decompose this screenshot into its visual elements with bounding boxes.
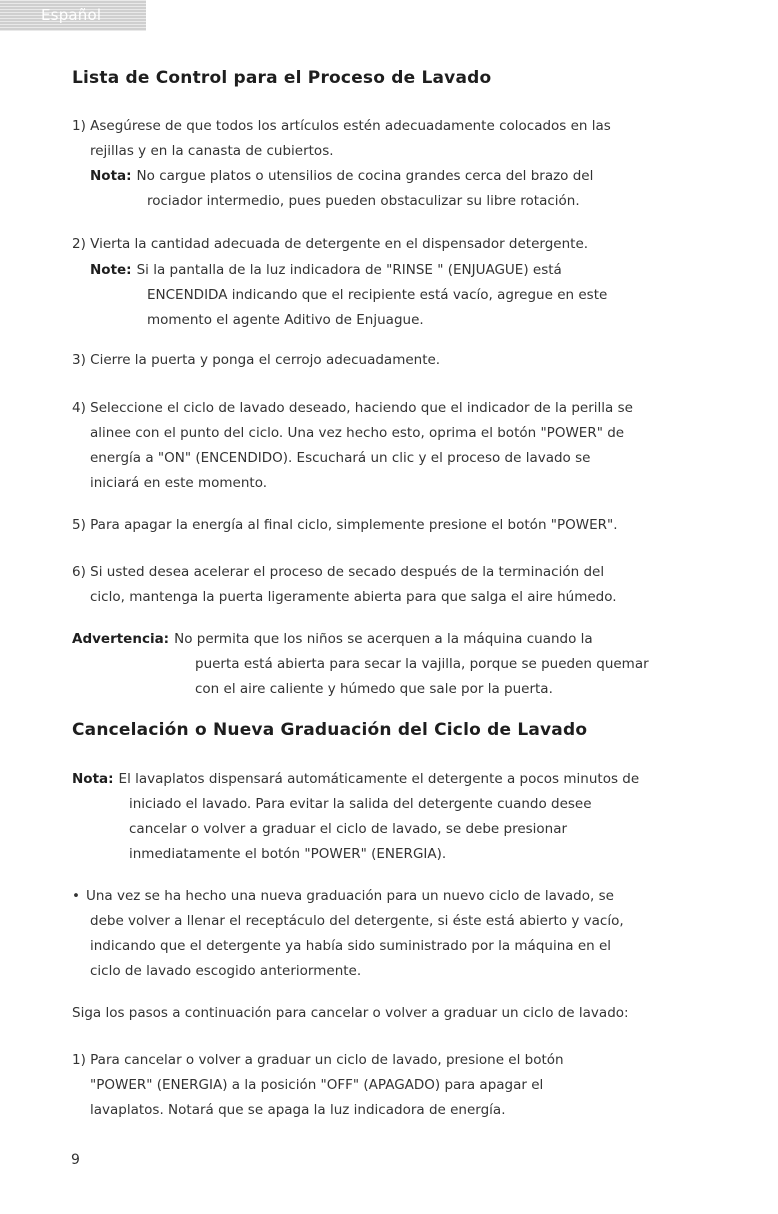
step-5 [72, 513, 752, 538]
cancel-intro-text: Siga los pasos a continuación para cancelar o volver a graduar un ciclo de lavado: [72, 1005, 629, 1021]
bullet-line-1: Una vez se ha hecho una nueva graduación para un nuevo ciclo de lavado, se [85, 888, 614, 904]
step-2-line-1: 2) Vierta la cantidad adecuada de detergente en el dispensador detergente. [72, 236, 589, 252]
warning-line-2: puerta está abierta para secar la vajilla, porque se pueden quemar [195, 656, 649, 672]
warning-line-1: No permita que los niños se acerquen a la máquina cuando la [174, 631, 593, 647]
step-1-line-2: rejillas y en la canasta de cubiertos. [90, 143, 334, 159]
step-4 [72, 396, 752, 496]
step-3 [72, 348, 752, 373]
note-2-line-1: Si la pantalla de la luz indicadora de "RINSE " (ENJUAGUE) está [136, 262, 562, 278]
step-6 [72, 560, 752, 610]
page-number: 9 [71, 1152, 80, 1168]
note-2-line-2: ENCENDIDA indicando que el recipiente está vacío, agregue en este [147, 287, 608, 303]
note-3-label: Nota: [72, 771, 114, 787]
step-4-line-3: energía a "ON" (ENCENDIDO). Escuchará un clic y el proceso de lavado se [90, 450, 591, 466]
bullet-item [72, 884, 752, 984]
step-3-line-1: 3) Cierre la puerta y ponga el cerrojo adecuadamente. [72, 352, 441, 368]
note-2-label: Note: [90, 262, 132, 278]
cancel-step-1-line-2: "POWER" (ENERGIA) a la posición "OFF" (APAGADO) para apagar el [90, 1077, 544, 1093]
step-6-line-2: ciclo, mantenga la puerta ligeramente abierta para que salga el aire húmedo. [90, 589, 617, 605]
cancel-step-1 [72, 1048, 752, 1123]
warning [72, 627, 762, 702]
note-1-label: Nota: [90, 168, 132, 184]
cancel-step-1-line-3: lavaplatos. Notará que se apaga la luz indicadora de energía. [90, 1102, 506, 1118]
warning-label: Advertencia: [72, 631, 170, 647]
bullet-line-4: ciclo de lavado escogido anteriormente. [90, 963, 362, 979]
section-title-cancel: Cancelación o Nueva Graduación del Ciclo de Lavado [72, 720, 588, 740]
cancel-step-1-line-1: 1) Para cancelar o volver a graduar un ciclo de lavado, presione el botón [72, 1052, 564, 1068]
section-title-checklist: Lista de Control para el Proceso de Lavado [72, 68, 492, 88]
step-1 [72, 114, 752, 164]
note-1 [90, 164, 750, 214]
step-4-line-2: alinee con el punto del ciclo. Una vez hecho esto, oprima el botón "POWER" de [90, 425, 625, 441]
cancel-intro [72, 1001, 752, 1026]
step-4-line-1: 4) Seleccione el ciclo de lavado deseado, haciendo que el indicador de la perilla se [72, 400, 633, 416]
note-3-line-4: inmediatamente el botón "POWER" (ENERGIA). [129, 846, 447, 862]
warning-line-3: con el aire caliente y húmedo que sale por la puerta. [195, 681, 553, 697]
step-5-line-1: 5) Para apagar la energía al final ciclo, simplemente presione el botón "POWER". [72, 517, 618, 533]
step-2 [72, 232, 752, 257]
note-3-line-1: El lavaplatos dispensará automáticamente el detergente a pocos minutos de [118, 771, 640, 787]
note-1-line-2: rociador intermedio, pues pueden obstaculizar su libre rotación. [147, 193, 580, 209]
note-1-line-1: No cargue platos o utensilios de cocina grandes cerca del brazo del [136, 168, 594, 184]
note-3-line-2: iniciado el lavado. Para evitar la salida del detergente cuando desee [129, 796, 592, 812]
bullet-dot: • [72, 888, 80, 904]
note-2 [90, 258, 750, 333]
bullet-line-2: debe volver a llenar el receptáculo del detergente, si éste está abierto y vacío, [90, 913, 624, 929]
step-4-line-4: iniciará en este momento. [90, 475, 268, 491]
bullet-line-3: indicando que el detergente ya había sido suministrado por la máquina en el [90, 938, 612, 954]
step-6-line-1: 6) Si usted desea acelerar el proceso de secado después de la terminación del [72, 564, 605, 580]
note-2-line-3: momento el agente Aditivo de Enjuague. [147, 312, 424, 328]
note-3 [72, 767, 762, 867]
step-1-line-1: 1) Asegúrese de que todos los artículos estén adecuadamente colocados en las [72, 118, 611, 134]
language-tab: Español [0, 0, 146, 31]
note-3-line-3: cancelar o volver a graduar el ciclo de lavado, se debe presionar [129, 821, 568, 837]
